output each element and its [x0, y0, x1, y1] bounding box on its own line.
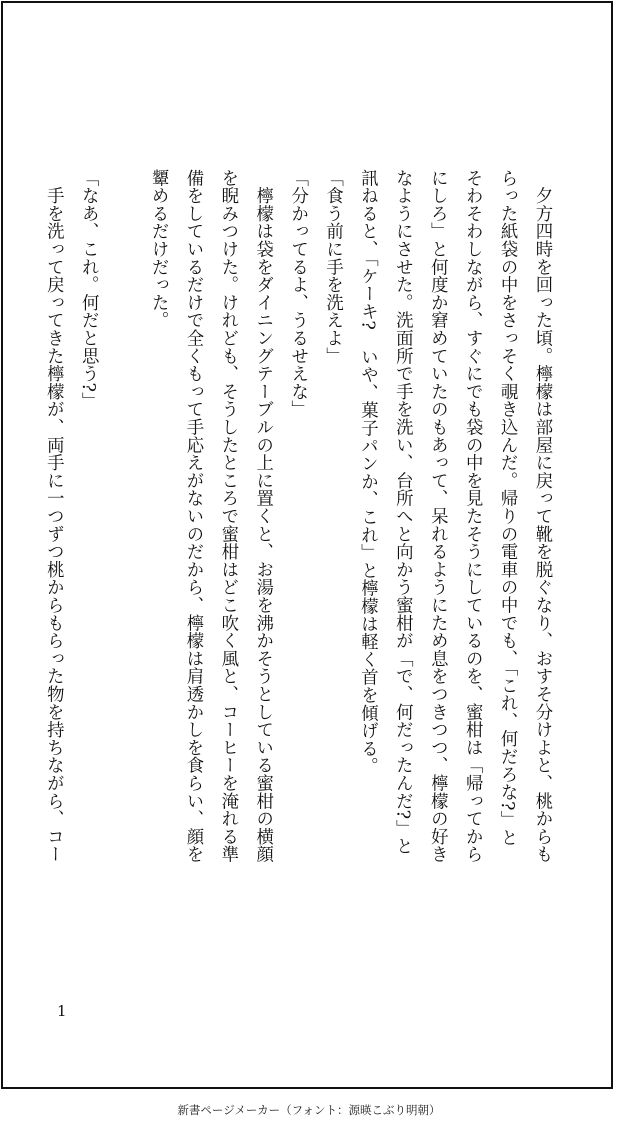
footer-caption: 新書ページメーカー（フォント：源暎こぶり明朝） — [177, 1103, 441, 1117]
page-number: 1 — [57, 1002, 67, 1020]
text-line: 「食う前に手を洗えよ」 — [322, 169, 343, 365]
text-line: 顰めるだけだった。 — [148, 169, 169, 330]
text-line — [105, 169, 140, 969]
text-line: そわそわしながら、すぐにでも袋の中を見たそうにしているのを、蜜柑は「帰ってから — [462, 169, 483, 864]
text-line: らった紙袋の中をさっそく覗き込んだ。帰りの電車の中でも、「これ、何だろな?」と — [497, 169, 518, 847]
text-line: を睨みつけた。けれども、そうしたところで蜜柑はどこ吹く風と、コーヒーを淹れる準 — [217, 169, 238, 864]
text-line: 訊ねると、「ケーキ? いや、菓子パンか、これ」と檸檬は軽く首を傾げる。 — [357, 169, 378, 776]
text-line: 「なあ、これ。何だと思う?」 — [78, 169, 99, 411]
text-line: 夕方四時を回った頃。檸檬は部屋に戻って靴を脱ぐなり、おすそ分けよと、桃からも — [532, 169, 552, 864]
text-line: 檸檬は袋をダイニングテーブルの上に置くと、お湯を沸かそうとしている蜜柑の横顔 — [252, 169, 273, 864]
body-text — [35, 169, 559, 969]
text-line: 「分かってるよ、うるせえな」 — [287, 169, 308, 419]
text-line: にしろ」と何度か窘めていたのもあって、呆れるようにため息をつきつつ、檸檬の好き — [427, 169, 448, 864]
text-line: 手を洗って戻ってきた檸檬が、両手に一つずつ桃からもらった物を持ちながら、コー — [43, 169, 64, 864]
text-line: 備をしているだけで全くもって手応えがないのだから、檸檬は肩透かしを食らい、顔を — [182, 169, 203, 864]
book-page — [1, 1, 613, 1089]
text-line: なようにさせた。洗面所で手を洗い、台所へと向かう蜜柑が「で、何だったんだ?」と — [392, 169, 413, 856]
